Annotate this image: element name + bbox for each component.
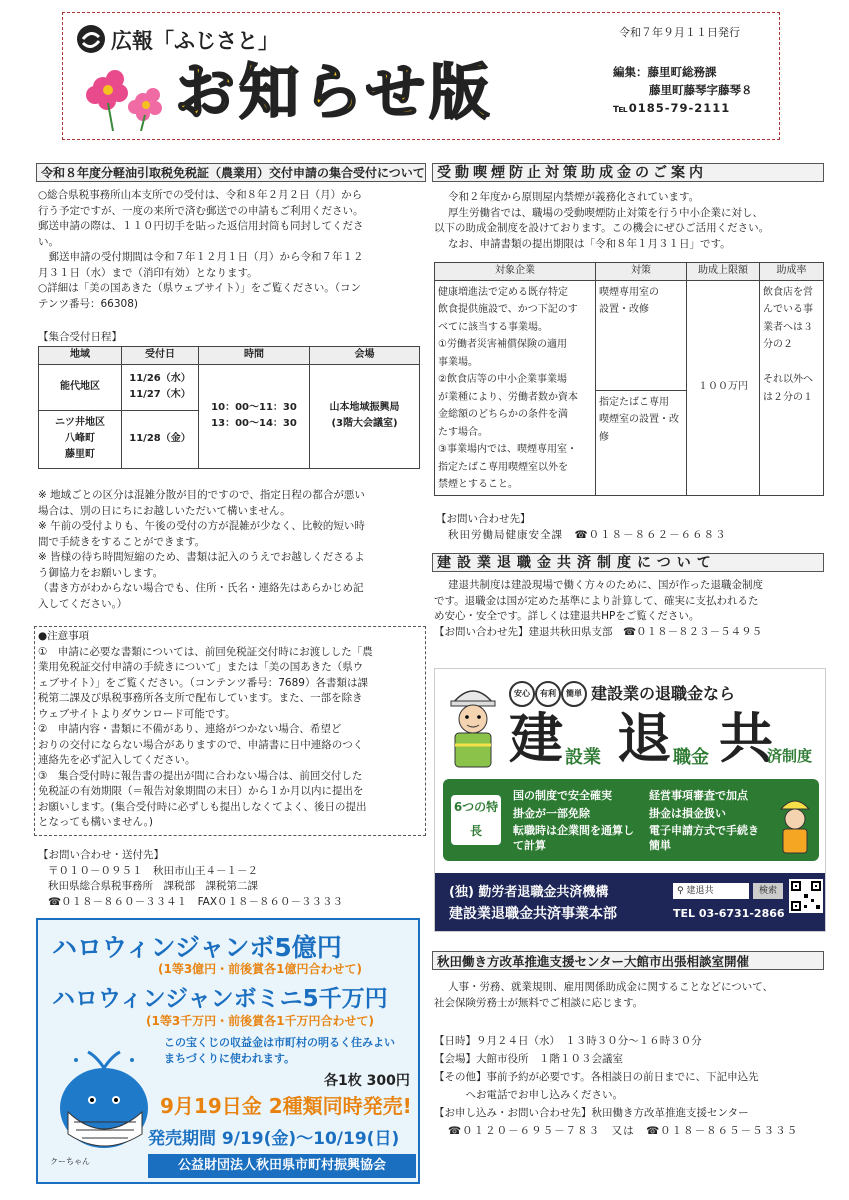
rate-line	[763, 354, 820, 372]
caution-line: おりの交付にならない場合がありますので、申請書に日中連絡のつく	[38, 738, 364, 751]
text-line: 郵送申請の際は、１１０円切手を貼った返信用封筒も同封してくださ	[38, 220, 364, 232]
text-line: 厚生労働省では、職場の受動喫煙防止対策を行う中小企業に対し、	[448, 206, 763, 219]
target-line: 禁煙とすること。	[438, 479, 518, 490]
text-line: い。	[38, 235, 59, 248]
ad-org-1: (独) 勤労者退職金共済機構	[449, 885, 609, 900]
text-line: め安心・安全です。詳しくは建退共HPをご覧ください。	[434, 610, 700, 622]
table-header: 対象企業	[435, 263, 596, 281]
editor-address: 藤里町藤琴字藤琴８	[649, 83, 753, 97]
schedule-label: 【集合受付日程】	[38, 331, 122, 343]
time-cell	[199, 364, 310, 468]
tax-heading: 令和８年度分軽油引取税免税証（農業用）交付申請の集合受付について	[36, 163, 426, 182]
smoking-intro	[434, 190, 826, 252]
lottery-sponsor: 公益財団法人秋田県市町村振興協会	[148, 1154, 416, 1178]
retire-body	[434, 578, 826, 640]
lottery-title-1: ハロウィンジャンボ5億円	[52, 933, 342, 962]
feature-item: 電子申請方式で手続き簡単	[649, 824, 759, 852]
measure-cell	[596, 280, 687, 495]
note-line: ※ 皆様の待ち時間短縮のため、書類は記入のうえでお越しくださるよ	[38, 551, 365, 563]
consult-intro	[434, 980, 826, 1011]
region-line: 八峰町	[65, 433, 95, 444]
rate-line: 業者へは３	[763, 321, 813, 333]
caution-line: ③ 集合受付時に報告書の提出が間に合わない場合は、前回交付した	[38, 769, 363, 782]
badge-anshin: 安心	[509, 681, 535, 707]
lottery-ad	[36, 918, 420, 1184]
rate-line: 飲食店を営	[763, 286, 813, 298]
contact-line: 秋田県総合県税事務所 課税部 課税第二課	[48, 880, 258, 892]
feature-item: 経営事項審査で加点	[649, 789, 748, 802]
target-line: べてに該当する事業場。	[438, 321, 548, 333]
target-line: 健康増進法で定める既存特定	[438, 286, 568, 298]
region-cell	[39, 410, 122, 468]
caution-line: ェブサイト）」をご覧ください。（コンテンツ番号：7689）各書類は課	[38, 676, 368, 689]
venue-cell	[310, 364, 420, 468]
target-line: たす場合。	[438, 426, 488, 438]
detail-line: 【会場】大館市役所 １階１０３会議室	[434, 1053, 623, 1065]
text-line: 社会保険労務士が無料でご相談に応じます。	[434, 996, 644, 1009]
target-line: 飲食提供施設で、かつ下記のす	[438, 304, 578, 315]
publication-logo: 広報「ふじさと」	[111, 29, 279, 53]
retire-heading: 建設業退職金共済制度について	[432, 553, 824, 572]
lottery-note-2: まちづくりに使われます。	[164, 1052, 296, 1065]
table-header: 地域	[39, 347, 122, 365]
caution-line: 業用免税証交付申請の手続きについて」または「美の国あきた（県ウ	[38, 661, 364, 673]
lottery-release: 9月19日金 2種類同時発売!	[160, 1094, 412, 1118]
target-line: ①労働者災害補償保険の適用	[438, 339, 567, 350]
lottery-note-1: この宝くじの収益金は市町村の明るく住みよい	[164, 1036, 395, 1049]
rate-line: んでいる事	[763, 304, 813, 315]
date-line: 11/27（木）	[129, 389, 191, 400]
issue-date: 令和７年９月１１日発行	[619, 26, 740, 39]
text-line: 建退共制度は建設現場で働く方々のために、国が作った退職金制度	[448, 579, 763, 591]
region-line: ニツ井地区	[55, 417, 105, 428]
measure-item	[596, 391, 686, 450]
text-line: 月３１日（水）まで（消印有効）となります。	[38, 266, 258, 279]
note-line: （書き方がわからない場合でも、住所・氏名・連絡先はあらかじめ記	[38, 582, 364, 594]
time-line: 13：00～14：30	[211, 418, 297, 429]
note-line: 入してください。）	[38, 597, 128, 610]
text-line: 【お問い合わせ先】建退共秋田県支部 ☎０１８－８２３－５４９５	[434, 625, 763, 638]
target-cell	[435, 280, 596, 495]
page-title: お知らせ版	[175, 58, 494, 128]
time-line: 10：00～11：30	[211, 402, 297, 413]
limit-cell: １００万円	[687, 280, 760, 495]
kentaikyo-ad	[434, 668, 826, 932]
measure-line: 指定たばこ専用	[599, 396, 669, 408]
rate-line: それ以外へ	[763, 374, 813, 385]
ad-org-2: 建設業退職金共済事業本部	[449, 906, 617, 922]
target-line: 指定たばこ専用喫煙室以外を	[438, 461, 568, 473]
feature-item: 掛金は損金扱い	[649, 807, 726, 820]
text-line: 以下の助成金制度を設けております。この機会にぜひご活用ください。	[434, 222, 770, 234]
detail-line: 【日時】９月２４日（水） １３時３０分～１６時３０分	[434, 1035, 702, 1047]
note-line: ※ 地域ごとの区分は混雑分散が目的ですので、指定日程の都合が悪い	[38, 489, 365, 501]
table-header: 対策	[596, 263, 687, 281]
features-label: 6つの特長	[451, 795, 501, 845]
measure-line: 喫煙専用室の	[599, 286, 659, 298]
search-box[interactable]	[673, 883, 749, 899]
table-header: 会場	[310, 347, 420, 365]
target-line: 金総額のどちらかの条件を満	[438, 409, 568, 420]
feature-item: 国の制度で安全確実	[513, 789, 612, 802]
caution-line: 税第二課及び県税事務所各支所で配布しています。また、一部を除き	[38, 692, 363, 704]
worker-mascot-icon	[441, 675, 505, 771]
ad-tel: TEL 03-6731-2866	[673, 907, 785, 920]
region-line: 藤里町	[65, 449, 95, 460]
ad-small-3: 済制度	[767, 747, 813, 765]
measure-line: 設置・改修	[599, 304, 649, 315]
caution-line: ●注意事項	[38, 630, 90, 642]
worker-mascot-2-icon	[775, 791, 815, 855]
cosmos-flower-image	[73, 59, 169, 131]
text-line: ○総合県税事務所山本支所での受付は、令和８年２月２日（月）から	[38, 189, 363, 201]
contact-line: 〒０１０－０９５１ 秋田市山王４－１－２	[48, 864, 258, 877]
tax-contact	[38, 848, 428, 910]
region-cell: 能代地区	[39, 364, 122, 410]
detail-line: ☎０１２０－６９５－７８３ 又は ☎０１８－８６５－５３３５	[448, 1125, 799, 1137]
caution-line: 免税証の有効期限（＝報告対象期間の末日）から１か月以内に提出を	[38, 785, 364, 797]
rate-line: は２分の１	[763, 391, 813, 403]
search-button[interactable]: 検索	[753, 883, 783, 899]
badge-yuuri: 有利	[535, 681, 561, 707]
subsidy-table	[434, 262, 824, 496]
ad-tagline: 建設業の退職金なら	[591, 684, 736, 703]
detail-line: 【その他】事前予約が必要です。各相談日の前日までに、下記申込先	[434, 1071, 759, 1083]
qr-code-icon	[789, 879, 823, 913]
note-line: う御協力をお願いします。	[38, 566, 164, 579]
date-cell	[122, 364, 199, 410]
date-cell: 11/28（金）	[122, 410, 199, 468]
text-line: です。退職金は国が定めた基準により計算して、確実に支払われるた	[434, 594, 759, 607]
note-line: ※ 午前の受付よりも、午後の受付の方が混雑が少なく、比較的短い時	[38, 520, 365, 532]
masthead	[62, 12, 780, 140]
feature-item: 掛金が一部免除	[513, 807, 590, 820]
table-header: 助成率	[760, 263, 824, 281]
caution-box	[34, 626, 426, 836]
caution-line: お願いします。(集合受付時に必ずしも提出しなくてよく、後日の提出	[38, 800, 367, 813]
detail-line: へお電話でお申し込みください。	[434, 1089, 623, 1101]
contact-line: 【お問い合わせ・送付先】	[38, 849, 164, 861]
feature-item: 転職時は企業間を通算して計算	[513, 824, 634, 852]
target-line: ②飲食店等の中小企業事業場	[438, 374, 567, 385]
measure-line: 修	[599, 431, 609, 443]
ad-big-char-1: 建	[509, 707, 563, 770]
text-line: 郵送申請の受付期間は令和７年１２月１日（月）から令和７年１２	[38, 251, 364, 263]
schedule-table	[38, 346, 420, 469]
text-line: 人事・労務、就業規則、雇用関係助成金に関することなどについて、	[448, 981, 774, 993]
text-line: ○詳細は「美の国あきた（県ウェブサイト）」をご覧ください。（コン	[38, 282, 362, 294]
target-line: が業種により、労働者数か資本	[438, 391, 578, 403]
text-line: 行う予定ですが、一度の来所で済む郵送での申請もご利用ください。	[38, 204, 364, 217]
venue-line: 山本地域振興局	[329, 402, 400, 413]
consult-heading: 秋田働き方改革推進支援センター大館市出張相談室開催	[432, 951, 824, 970]
text-line: 令和２年度から原則屋内禁煙が義務化されています。	[448, 191, 700, 203]
rate-cell	[760, 280, 824, 495]
note-line: 場合は、別の日にちにお越しいただいて構いません。	[38, 504, 291, 517]
contact-line: ☎０１８－８６０－３３４１ FAX０１８－８６０－３３３３	[48, 895, 344, 908]
consult-details	[434, 1032, 826, 1140]
lottery-title-2: ハロウィンジャンボミニ5千万円	[52, 986, 388, 1012]
lottery-period: 発売期間 9/19(金)～10/19(日)	[148, 1129, 400, 1149]
smoking-contact: 秋田労働局健康安全課 ☎０１８－８６２－６６８３	[448, 529, 727, 541]
table-header: 助成上限額	[687, 263, 760, 281]
text-line: なお、申請書類の提出期限は「令和８年１月３１日」です。	[448, 237, 731, 250]
measure-item	[596, 281, 686, 391]
editor-label: 編集：藤里町総務課	[613, 65, 717, 79]
mascot-name: クーちゃん	[50, 1157, 90, 1166]
lottery-sub-1: (1等3億円・前後賞各1億円合わせて)	[158, 962, 363, 976]
rate-line: 分の２	[763, 339, 793, 350]
lottery-price: 各1枚 300円	[324, 1073, 410, 1089]
target-line: 事業場。	[438, 356, 478, 368]
date-line: 11/26（水）	[129, 373, 191, 384]
detail-line: 【お申し込み・お問い合わせ先】秋田働き方改革推進支援センター	[434, 1107, 749, 1119]
text-line: テンツ番号：66308)	[38, 297, 138, 310]
tax-notes	[38, 488, 428, 612]
caution-line: となっても構いません。)	[38, 816, 153, 828]
caution-line: ウェブサイトよりダウンロード可能です。	[38, 707, 236, 720]
badge-kantan: 簡単	[561, 681, 587, 707]
table-header: 受付日	[122, 347, 199, 365]
caution-line: ① 申請に必要な書類については、前回免税証交付時にお渡しした「農	[38, 645, 373, 658]
smoking-contact-label: 【お問い合わせ先】	[436, 513, 531, 525]
ad-small-2: 職金	[673, 747, 709, 768]
search-text: 建退共	[686, 886, 714, 896]
ad-big-char-2: 退	[617, 707, 671, 770]
note-line: 間で手続きをすることができます。	[38, 535, 206, 548]
smoking-heading: 受動喫煙防止対策助成金のご案内	[432, 163, 824, 182]
target-line: ③事業場内では、喫煙専用室・	[438, 444, 577, 455]
ad-small-1: 設業	[565, 747, 601, 768]
search-icon: ⚲	[677, 886, 684, 896]
lottery-sub-2: (1等3千万円・前後賞各1千万円合わせて)	[146, 1014, 375, 1028]
caution-line: 連絡先を必ず記入してください。	[38, 754, 196, 766]
caution-line: ② 申請内容・書類に不備があり、連絡がつかない場合、希望ど	[38, 723, 342, 735]
venue-line: (3階大会議室)	[331, 418, 398, 429]
ad-big-char-3: 共	[719, 707, 773, 770]
ad-footer	[435, 873, 826, 932]
tax-body	[38, 188, 428, 312]
measure-line: 喫煙室の設置・改	[599, 414, 679, 425]
town-logo-icon	[77, 25, 105, 53]
editor-tel: ℡0185-79-2111	[613, 101, 731, 115]
table-header: 時間	[199, 347, 310, 365]
features-panel	[443, 779, 819, 861]
